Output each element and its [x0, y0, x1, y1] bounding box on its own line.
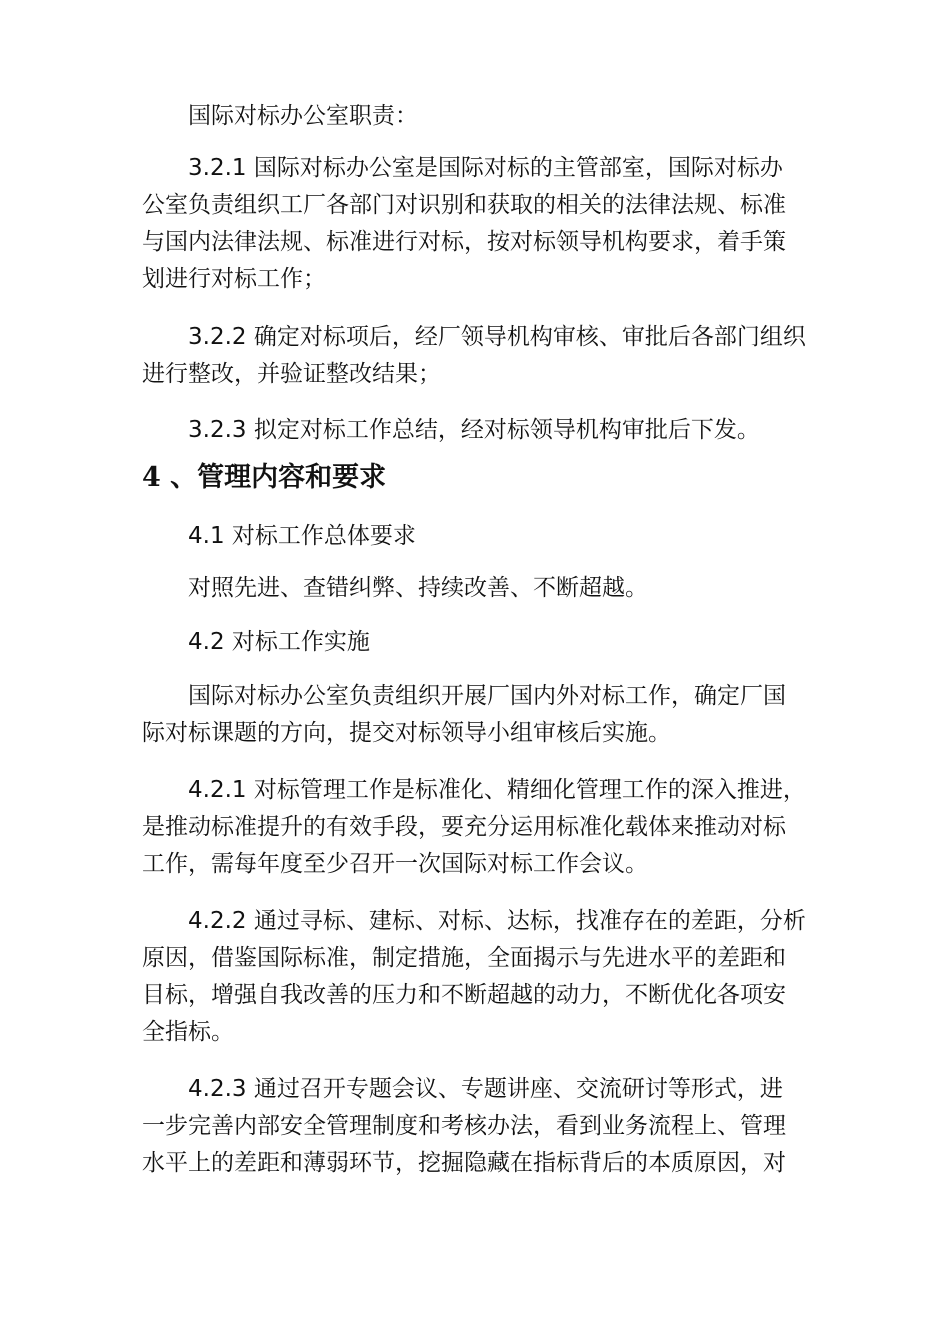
text-line: 进行整改，并验证整改结果；: [142, 361, 441, 387]
text-line: 4.2.3 通过召开专题会议、专题讲座、交流研讨等形式，进: [188, 1076, 783, 1102]
paragraph-4-2-1: [142, 772, 832, 883]
text-line: 对照先进、查错纠弊、持续改善、不断超越。: [188, 575, 648, 601]
paragraph-3-2-2: [142, 319, 832, 393]
paragraph-4-2-3: [142, 1071, 832, 1182]
text-line: 水平上的差距和薄弱环节，挖掘隐藏在指标背后的本质原因，对: [142, 1150, 786, 1176]
paragraph-4-2-title: [142, 624, 832, 661]
paragraph-4-2-2: [142, 903, 832, 1051]
text-line: 3.2.2 确定对标项后，经厂领导机构审核、审批后各部门组织: [188, 324, 806, 350]
text-line: 与国内法律法规、标准进行对标，按对标领导机构要求，着手策: [142, 229, 786, 255]
paragraph-4-1-title: [142, 518, 832, 555]
text-line: 4.2 对标工作实施: [188, 629, 370, 655]
paragraph-3-2-1: [142, 150, 832, 298]
text-line: 3.2.1 国际对标办公室是国际对标的主管部室，国际对标办: [188, 155, 783, 181]
paragraph-3-2-3: [142, 412, 832, 449]
text-line: 全指标。: [142, 1019, 234, 1045]
text-line: 4.2.2 通过寻标、建标、对标、达标，找准存在的差距，分析: [188, 908, 806, 934]
text-line: 一步完善内部安全管理制度和考核办法，看到业务流程上、管理: [142, 1113, 786, 1139]
text-line: 国际对标办公室职责：: [188, 103, 418, 129]
text-line: 4.2.1 对标管理工作是标准化、精细化管理工作的深入推进，: [188, 777, 806, 803]
text-line: 际对标课题的方向，提交对标领导小组审核后实施。: [142, 720, 671, 746]
text-line: 目标，增强自我改善的压力和不断超越的动力，不断优化各项安: [142, 982, 786, 1008]
text-line: 公室负责组织工厂各部门对识别和获取的相关的法律法规、标准: [142, 192, 786, 218]
section-heading-4: 4 、管理内容和要求: [142, 462, 387, 493]
text-line: 3.2.3 拟定对标工作总结，经对标领导机构审批后下发。: [188, 417, 760, 443]
text-line: 划进行对标工作；: [142, 266, 326, 292]
paragraph-4-2-body: [142, 678, 832, 752]
text-line: 国际对标办公室负责组织开展厂国内外对标工作，确定厂国: [188, 683, 786, 709]
paragraph-4-1-body: [142, 570, 832, 607]
text-line: 工作，需每年度至少召开一次国际对标工作会议。: [142, 851, 648, 877]
text-line: 4.1 对标工作总体要求: [188, 523, 416, 549]
text-line: 原因，借鉴国际标准，制定措施，全面揭示与先进水平的差距和: [142, 945, 786, 971]
text-line: 是推动标准提升的有效手段，要充分运用标准化载体来推动对标: [142, 814, 786, 840]
paragraph-duties-title: [142, 98, 832, 135]
